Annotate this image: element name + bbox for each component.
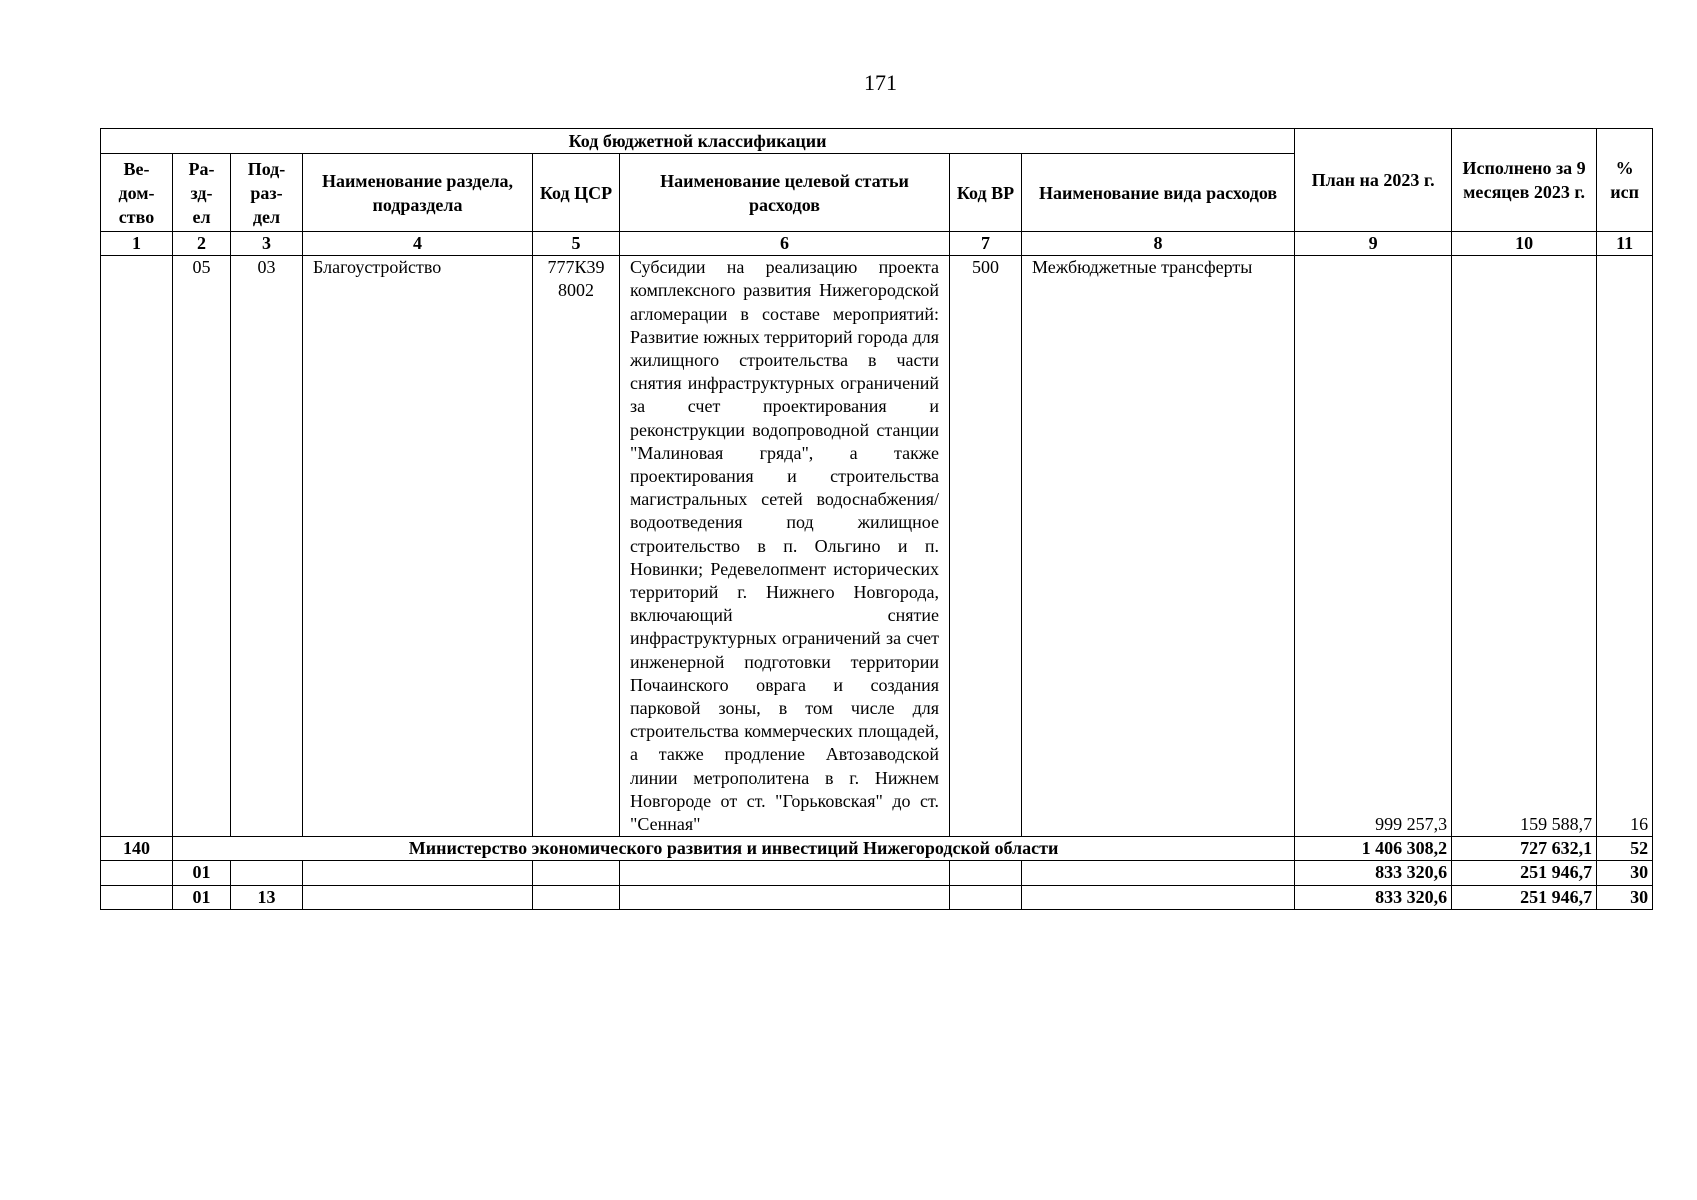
table-row [101,885,1653,909]
cell-razdel-name [303,861,533,885]
cell-expense-type: Межбюджетные трансферты [1022,256,1295,837]
cell-ministry-name: Министерство экономического развития и инвестиций Нижегородской области [173,837,1295,861]
cell-vr: 500 [950,256,1022,837]
cell-razdel: 05 [173,256,231,837]
cell-expense-type [1022,885,1295,909]
cell-plan: 999 257,3 [1295,256,1452,837]
group-header: Код бюджетной классификации [101,129,1295,154]
cell-razdel: 01 [173,861,231,885]
cell-vedomstvo [101,256,173,837]
cell-razdel-name: Благоустройство [303,256,533,837]
column-number: 6 [620,232,950,256]
header-podrazdel: Под- раз- дел [231,154,303,232]
page-number: 171 [864,70,897,95]
cell-executed: 727 632,1 [1452,837,1597,861]
header-csr: Код ЦСР [533,154,620,232]
column-number: 9 [1295,232,1452,256]
cell-vedomstvo: 140 [101,837,173,861]
cell-expense-type [1022,861,1295,885]
header-expense-type: Наименование вида расходов [1022,154,1295,232]
cell-plan: 833 320,6 [1295,885,1452,909]
column-number: 1 [101,232,173,256]
cell-podrazdel [231,861,303,885]
header-razdel: Ра- зд- ел [173,154,231,232]
cell-target-name: Субсидии на реализацию проекта комплексного развития Нижегородской агломерации в составе мероприятий: Развитие южных территорий города для жилищного строительства в части снятия инфраструктурных ограничений за счет проектирования и реконструкции водопроводной станции "Малиновая гряда", а также проектирования и строительства магистральных сетей водоснабжения/водоотведения под жилищное строительство в п. Ольгино и п. Новинки; Редевелопмент исторических территорий г. Нижнего Новгорода, включающий снятие инфраструктурных ограничений за счет инженерной подготовки территории Почаинского оврага и создания парковой зоны, в том числе для строительства коммерческих площадей, а также продление Автозаводской линии метрополитена в г. Нижнем Новгороде от ст. "Горьковская" до ст. "Сенная" [620,256,950,837]
cell-executed: 251 946,7 [1452,885,1597,909]
cell-executed: 159 588,7 [1452,256,1597,837]
column-number: 4 [303,232,533,256]
column-number: 8 [1022,232,1295,256]
column-number: 11 [1597,232,1653,256]
cell-plan: 833 320,6 [1295,861,1452,885]
cell-vr [950,885,1022,909]
cell-razdel: 01 [173,885,231,909]
cell-vedomstvo [101,861,173,885]
table-row [101,256,1653,837]
header-executed: Исполнено за 9 месяцев 2023 г. [1452,129,1597,232]
cell-vr [950,861,1022,885]
cell-plan: 1 406 308,2 [1295,837,1452,861]
table-row-ministry [101,837,1653,861]
cell-target-name [620,861,950,885]
cell-percent: 52 [1597,837,1653,861]
cell-csr: 777К39 8002 [533,256,620,837]
cell-podrazdel: 03 [231,256,303,837]
header-vr: Код ВР [950,154,1022,232]
header-razdel-name: Наименование раздела, подраздела [303,154,533,232]
column-number: 5 [533,232,620,256]
budget-table [100,128,1653,910]
column-number: 7 [950,232,1022,256]
header-target-name: Наименование целевой статьи расходов [620,154,950,232]
table-row [101,861,1653,885]
header-plan: План на 2023 г. [1295,129,1452,232]
cell-csr [533,885,620,909]
cell-podrazdel: 13 [231,885,303,909]
header-percent: % исп [1597,129,1653,232]
cell-percent: 30 [1597,861,1653,885]
header-row-1 [101,129,1653,154]
cell-target-name [620,885,950,909]
cell-razdel-name [303,885,533,909]
column-number-row [101,232,1653,256]
column-number: 10 [1452,232,1597,256]
cell-percent: 16 [1597,256,1653,837]
cell-csr [533,861,620,885]
cell-percent: 30 [1597,885,1653,909]
column-number: 2 [173,232,231,256]
column-number: 3 [231,232,303,256]
header-vedomstvo: Ве- дом- ство [101,154,173,232]
cell-executed: 251 946,7 [1452,861,1597,885]
cell-vedomstvo [101,885,173,909]
